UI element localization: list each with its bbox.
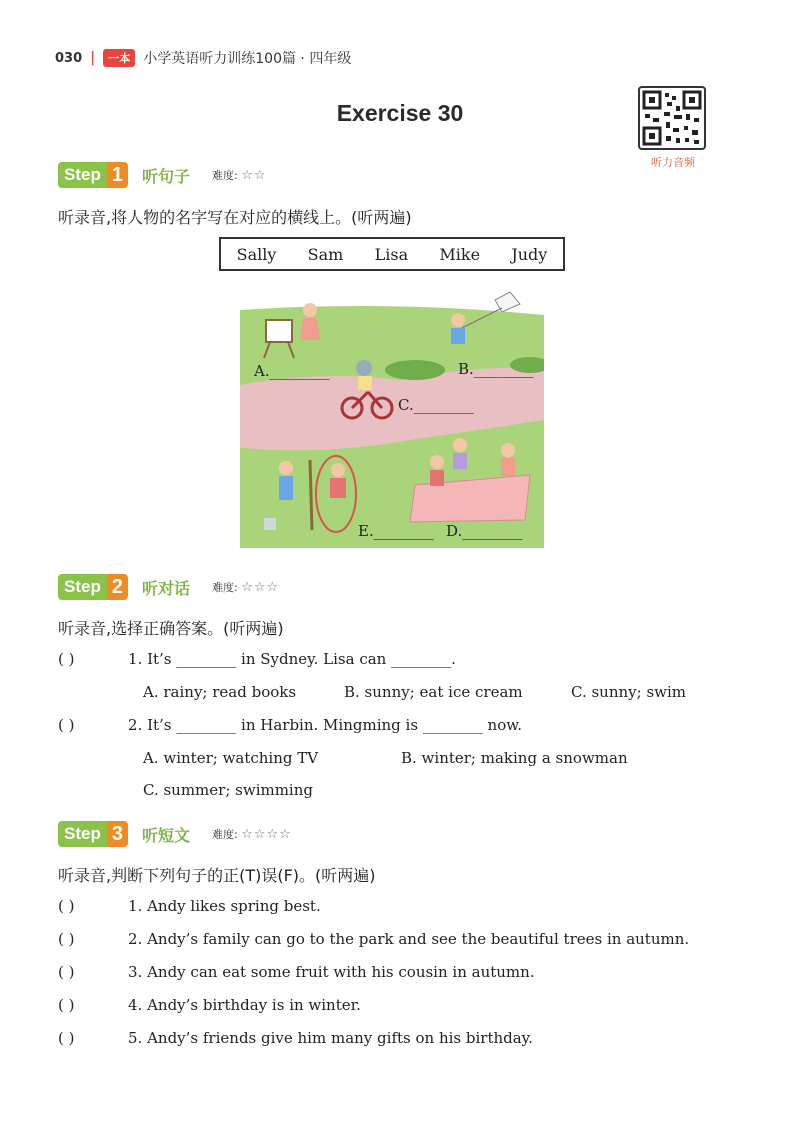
brand-logo: 一本 — [103, 49, 135, 67]
difficulty-label: 难度: — [211, 581, 238, 594]
step3-item-1 — [58, 897, 321, 915]
name-box — [219, 237, 565, 271]
step3-word: Step — [58, 821, 107, 847]
page-number: 030 — [55, 50, 83, 66]
step3-badge — [58, 821, 128, 847]
label-a: A.________ — [254, 362, 330, 380]
step2-number: 2 — [107, 574, 128, 600]
step1-badge — [58, 162, 128, 188]
statement-text: 5. Andy’s friends give him many gifts on his birthday. — [128, 1029, 533, 1047]
step3-title: 听短文 — [141, 825, 190, 845]
name-sam: Sam — [307, 244, 344, 264]
answer-blank[interactable]: ( ) — [58, 650, 75, 668]
step3-item-2 — [58, 930, 689, 948]
step3-instruction: 听录音,判断下列句子的正(T)误(F)。(听两遍) — [58, 866, 376, 885]
step2-stars: ☆☆☆ — [241, 580, 280, 595]
step3-item-4 — [58, 996, 361, 1014]
q1-option-c: C. sunny; swim — [571, 683, 687, 701]
statement-text: 2. Andy’s family can go to the park and see the beautiful trees in autumn. — [128, 930, 690, 948]
statement-text: 4. Andy’s birthday is in winter. — [128, 996, 361, 1014]
q1-option-b: B. sunny; eat ice cream — [344, 683, 523, 701]
question-text: 1. It’s ________ in Sydney. Lisa can ________. — [128, 650, 456, 668]
answer-blank[interactable]: ( ) — [58, 963, 75, 981]
answer-blank[interactable]: ( ) — [58, 897, 75, 915]
statement-text: 3. Andy can eat some fruit with his cousin in autumn. — [128, 963, 535, 981]
difficulty-label: 难度: — [211, 828, 238, 841]
question-text: 2. It’s ________ in Harbin. Mingming is ________ now. — [128, 716, 523, 734]
step3-item-3 — [58, 963, 535, 981]
exercise-title: Exercise 30 — [336, 100, 464, 126]
label-e: E.________ — [358, 522, 434, 540]
difficulty-label: 难度: — [211, 169, 238, 182]
step1-difficulty — [212, 167, 267, 183]
step3-difficulty — [212, 826, 292, 842]
step1-number: 1 — [107, 162, 128, 188]
name-judy: Judy — [511, 244, 548, 264]
step2-word: Step — [58, 574, 107, 600]
qr-code-icon[interactable] — [638, 86, 706, 150]
step2-title: 听对话 — [141, 578, 190, 598]
step2-instruction: 听录音,选择正确答案。(听两遍) — [58, 619, 284, 638]
step2-question-2 — [58, 716, 522, 734]
step2-difficulty — [212, 579, 279, 595]
book-title: 小学英语听力训练100篇 · 四年级 — [143, 51, 352, 67]
step2-header — [58, 574, 279, 600]
label-c: C.________ — [398, 396, 474, 414]
header-separator: | — [90, 50, 96, 66]
qr-label: 听力音频 — [651, 156, 695, 169]
answer-blank[interactable]: ( ) — [58, 1029, 75, 1047]
statement-text: 1. Andy likes spring best. — [128, 897, 321, 915]
step2-badge — [58, 574, 128, 600]
page-header — [55, 48, 351, 68]
step1-stars: ☆☆ — [241, 168, 267, 183]
name-mike: Mike — [439, 244, 481, 264]
name-lisa: Lisa — [374, 244, 409, 264]
step1-header — [58, 162, 267, 188]
answer-blank[interactable]: ( ) — [58, 930, 75, 948]
step1-title: 听句子 — [141, 166, 190, 186]
q1-option-a: A. rainy; read books — [143, 683, 297, 701]
step2-question-1 — [58, 650, 456, 668]
step3-item-5 — [58, 1029, 533, 1047]
answer-blank[interactable]: ( ) — [58, 996, 75, 1014]
answer-blank[interactable]: ( ) — [58, 716, 75, 734]
step3-number: 3 — [107, 821, 128, 847]
step1-instruction: 听录音,将人物的名字写在对应的横线上。(听两遍) — [58, 208, 412, 227]
qr-code-block[interactable] — [638, 86, 708, 170]
q2-option-c: C. summer; swimming — [143, 781, 313, 799]
name-sally: Sally — [236, 244, 277, 264]
step3-header — [58, 821, 292, 847]
q2-option-b: B. winter; making a snowman — [401, 749, 628, 767]
park-illustration — [240, 290, 544, 548]
label-d: D.________ — [446, 522, 523, 540]
q2-option-a: A. winter; watching TV — [143, 749, 319, 767]
step3-stars: ☆☆☆☆ — [241, 827, 292, 842]
step1-word: Step — [58, 162, 107, 188]
label-b: B.________ — [458, 360, 534, 378]
